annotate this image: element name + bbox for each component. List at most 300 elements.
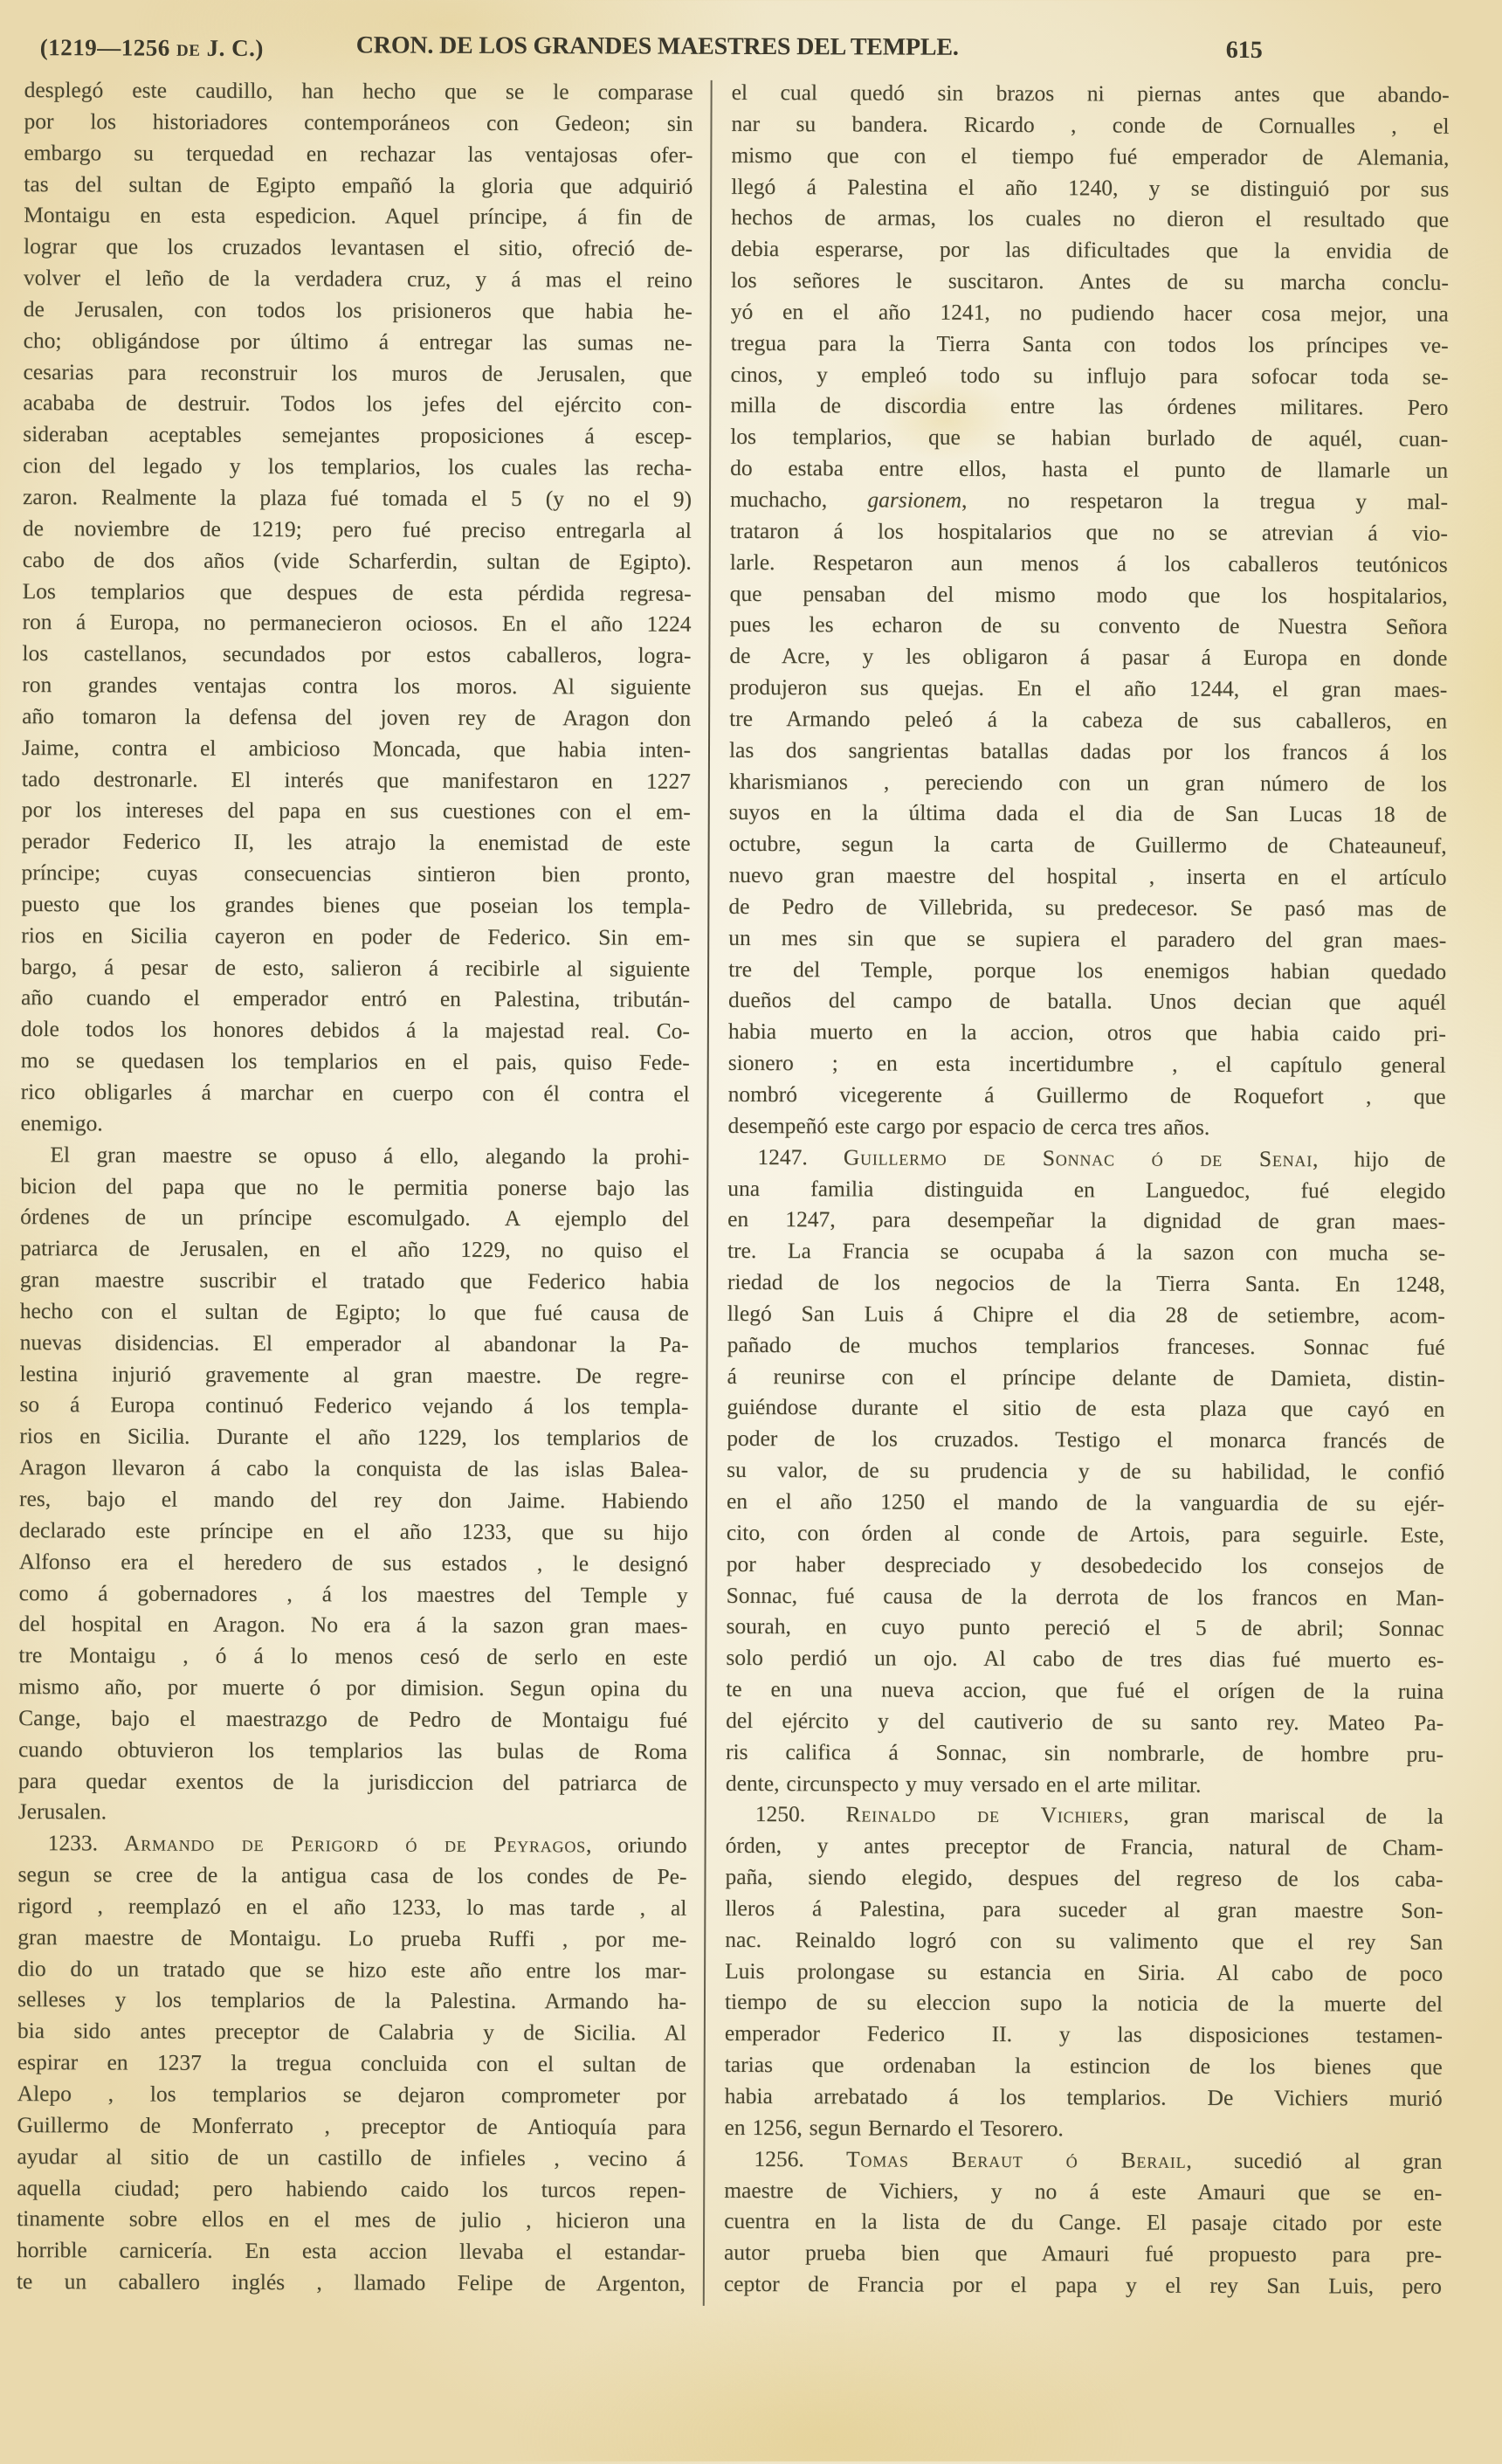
text-segment: Sonnac, fué causa de la derrota de los francos en Man-	[726, 1582, 1444, 1611]
text-line	[24, 169, 692, 203]
text-line	[20, 1170, 689, 1204]
text-segment: año cuando el emperador entró en Palestina, tribután-	[20, 984, 691, 1013]
text-line	[727, 1486, 1444, 1520]
text-line	[17, 2234, 686, 2268]
text-segment: cabo de dos años (vide Scharferdin, sultan de Egipto).	[22, 546, 692, 575]
text-segment: , no respetaron la tregua y mal-	[961, 487, 1449, 514]
text-segment: rico obligarles á marchar en cuerpo con él contra el	[20, 1079, 690, 1107]
text-line	[726, 1642, 1443, 1676]
text-line	[20, 1295, 689, 1329]
running-head	[0, 31, 1502, 78]
text-segment: nuevo gran maestre del hospital , inserta en el artículo	[728, 862, 1447, 890]
text-segment: milla de discordia entre las órdenes militares. Pero	[730, 392, 1449, 421]
text-line	[725, 1986, 1443, 2020]
text-segment: maestre de Vichiers, y no á este Amauri que se en-	[724, 2177, 1443, 2205]
text-line	[730, 515, 1448, 549]
text-segment: nac. Reinaldo logró con su valimento que el rey San	[725, 1926, 1443, 1955]
text-segment: un mes sin que se supiera el paradero del gran maes-	[728, 924, 1447, 953]
text-line	[20, 1264, 689, 1298]
text-segment: nuevas disidencias. El emperador al abandonar la Pa-	[19, 1329, 689, 1357]
text-line	[727, 1110, 1445, 1144]
text-line	[732, 77, 1450, 111]
text-segment: selleses y los templarios de la Palestina. Armando ha-	[17, 1986, 687, 2015]
text-segment: cho; obligándose por último á entregar las sumas ne-	[23, 327, 692, 355]
text-segment: pues les echaron de su convento de Nuestra Señora	[729, 611, 1448, 640]
text-segment: nombró vicegerente á Guillermo de Roquefort , que	[727, 1080, 1446, 1109]
text-line	[726, 1767, 1443, 1801]
text-segment: habia muerto en la accion, otros que habia caido pri-	[727, 1018, 1446, 1047]
text-line	[21, 857, 690, 891]
text-line	[19, 1546, 688, 1580]
paragraph	[726, 1142, 1446, 1802]
text-segment: tre Montaigu , ó á lo menos cesó de serlo en este	[18, 1642, 688, 1670]
text-segment: llegó á Palestina el año 1240, y se distinguió por sus	[731, 173, 1450, 202]
text-line	[24, 262, 692, 296]
text-segment: año tomaron la defensa del joven rey de Aragon don	[22, 702, 692, 731]
text-line	[23, 513, 692, 547]
text-line	[728, 1079, 1446, 1113]
text-segment: rios en Sicilia. Durante el año 1229, los templarios de	[19, 1423, 689, 1452]
text-segment: muchacho,	[729, 486, 868, 513]
text-segment: suyos en la última dada el dia de San Lucas 18 de	[728, 799, 1447, 828]
text-line	[730, 484, 1448, 518]
text-line	[727, 1549, 1444, 1583]
text-segment: El gran maestre se opuso á ello, alegando la prohi-	[50, 1141, 690, 1170]
text-line	[728, 1016, 1446, 1050]
text-line	[730, 390, 1448, 424]
text-segment: órden, y antes preceptor de Francia, natural de Cham-	[725, 1832, 1443, 1861]
text-line	[20, 1108, 689, 1142]
text-segment: gran maestre de Montaigu. Lo prueba Ruffi , por me-	[17, 1923, 687, 1952]
text-line	[727, 1423, 1444, 1457]
text-segment: su valor, de su prudencia y de su habilidad, le confió	[727, 1457, 1445, 1485]
text-line	[725, 2049, 1443, 2083]
text-segment: Alfonso era el heredero de sus estados , le designó	[18, 1548, 688, 1577]
text-segment: cinos, y empleó todo su influjo para sofocar toda se-	[730, 361, 1449, 390]
text-line	[727, 1579, 1444, 1613]
text-segment: las dos sangrientas batallas dadas por los francos á los	[728, 736, 1448, 765]
text-segment: horrible carnicería. En esta accion llevaba el estandar-	[16, 2237, 686, 2265]
text-segment: mismo año, por muerte ó por dimision. Segun opina du	[18, 1674, 688, 1701]
text-line	[19, 1577, 688, 1612]
text-line	[22, 606, 691, 640]
text-line	[17, 2109, 686, 2143]
text-segment: los señores le suscitaron. Antes de su marcha conclu-	[730, 266, 1449, 295]
text-segment: que pensaban del mismo modo que los hospitalarios,	[729, 580, 1448, 609]
text-segment: , oriundo	[585, 1832, 687, 1859]
text-line	[21, 1076, 690, 1110]
text-line	[725, 1861, 1443, 1895]
text-segment: lestina injurió gravemente al gran maestre. De regre-	[19, 1360, 689, 1389]
text-line	[20, 1139, 689, 1173]
text-segment: tas del sultan de Egipto empañó la gloria que adquirió	[24, 170, 693, 199]
text-segment: 1250.	[754, 1801, 846, 1827]
text-line	[727, 1329, 1445, 1363]
text-segment: del hospital en Aragon. No era á la sazon gran maes-	[18, 1611, 688, 1639]
text-line	[731, 170, 1449, 204]
paragraph	[724, 1798, 1443, 2145]
text-segment: del ejército y del cautiverio de su santo rey. Mateo Pa-	[726, 1707, 1444, 1736]
text-line	[731, 328, 1449, 362]
text-line	[724, 2174, 1442, 2208]
text-segment: hecho con el sultan de Egipto; lo que fué causa de	[19, 1297, 689, 1326]
text-segment: rigord , reemplazó en el año 1233, lo mas tarde , al	[17, 1893, 687, 1921]
text-line	[731, 108, 1449, 142]
text-segment: Alepo , los templarios se dejaron comprometer por	[17, 2081, 686, 2109]
text-line	[729, 735, 1447, 769]
text-line	[731, 202, 1449, 236]
text-line	[731, 233, 1449, 267]
text-line	[731, 296, 1449, 330]
text-segment: ceptor de Francia por el papa y el rey San Luis, pero	[723, 2270, 1442, 2299]
text-line	[21, 1013, 690, 1047]
text-segment: bargo, á pesar de esto, salieron á recibirle al siguiente	[21, 953, 691, 982]
text-line	[729, 765, 1447, 799]
text-segment: yó en el año 1241, no pudiendo hacer cosa mejor, una	[730, 298, 1449, 327]
text-line	[23, 388, 692, 422]
text-line	[724, 2237, 1442, 2271]
text-line	[729, 640, 1447, 674]
grand-master-name: Armando de Perigord ó de Peyragos	[123, 1830, 587, 1858]
text-segment: solo perdió un ojo. Al cabo de tres dias fué muerto es-	[726, 1645, 1444, 1673]
text-segment: espirar en 1237 la tregua concluida con el sultan de	[17, 2049, 686, 2077]
text-segment: puesto que los grandes bienes que poseian los templa-	[21, 891, 691, 919]
text-segment: trataron á los hospitalarios que no se atrevian á vio-	[729, 517, 1448, 546]
text-line	[728, 1047, 1446, 1081]
text-line	[728, 859, 1446, 894]
text-line	[724, 2112, 1442, 2146]
text-line	[727, 1267, 1445, 1301]
text-segment: de noviembre de 1219; pero fué preciso entregarla al	[22, 514, 692, 543]
text-segment: octubre, segun la carta de Guillermo de Chateauneuf,	[728, 831, 1447, 859]
paragraph	[20, 74, 692, 1141]
text-segment: como á gobernadores , á los maestres del Temple y	[18, 1579, 688, 1608]
column-divider-rule	[703, 80, 713, 2306]
text-line	[728, 922, 1446, 956]
paragraph	[724, 2143, 1443, 2302]
text-segment: acababa de destruir. Todos los jefes del ejército con-	[23, 390, 692, 418]
text-segment: cesarias para reconstruir los muros de Jerusalen, que	[23, 358, 692, 387]
text-line	[725, 2018, 1443, 2052]
text-line	[18, 1796, 687, 1830]
text-segment: gran maestre suscribir el tratado que Federico habia	[19, 1267, 689, 1294]
text-segment: , sucedió al gran	[1186, 2147, 1443, 2174]
paragraph	[17, 1827, 687, 2299]
text-line	[727, 1391, 1444, 1425]
text-line	[20, 1327, 689, 1361]
text-line	[21, 920, 690, 954]
text-line	[726, 1736, 1443, 1770]
text-line	[730, 421, 1448, 455]
text-line	[729, 828, 1447, 862]
text-line	[19, 1390, 688, 1424]
text-line	[17, 2266, 686, 2300]
text-segment: guiéndose durante el sitio de esta plaza que cayó en	[727, 1394, 1445, 1423]
text-line	[726, 1674, 1443, 1708]
text-segment: mismo que con el tiempo fué emperador de Alemania,	[731, 141, 1450, 170]
text-segment: cuando obtuvieron los templarios las bulas de Roma	[17, 1736, 688, 1764]
text-line	[23, 576, 692, 610]
text-line	[17, 1953, 686, 1987]
text-line	[17, 2172, 686, 2206]
text-column-right	[724, 77, 1450, 2302]
text-segment: Montaigu en esta espedicion. Aquel príncipe, á fin de	[24, 202, 693, 231]
text-line	[21, 888, 690, 922]
text-line	[726, 1611, 1443, 1645]
text-line	[22, 669, 691, 703]
text-line	[17, 2078, 686, 2112]
text-line	[727, 1454, 1444, 1488]
text-line	[17, 2203, 686, 2237]
text-segment: , hijo de	[1313, 1145, 1446, 1172]
text-segment: una familia distinguida en Languedoc, fué elegido	[727, 1175, 1446, 1204]
text-segment: dueños del campo de batalla. Unos decian que aquél	[727, 987, 1447, 1016]
text-line	[24, 325, 692, 359]
text-line	[21, 983, 690, 1017]
text-line	[727, 1235, 1445, 1269]
text-segment: por los historiadores contemporáneos con Gedeon; sin	[24, 107, 693, 136]
grand-master-name: Tomas Beraut ó Berail	[846, 2146, 1187, 2173]
text-segment: lograr que los cruzados levantasen el sitio, ofreció de-	[23, 233, 693, 261]
text-segment: tre del Temple, porque los enemigos habian quedado	[728, 956, 1447, 984]
text-segment: mo se quedasen los templarios en el pais, quiso Fede-	[20, 1047, 690, 1075]
text-segment: res, bajo el mando del rey don Jaime. Habiendo	[18, 1486, 689, 1514]
text-line	[731, 265, 1449, 299]
text-segment: tre Armando peleó á la cabeza de sus caballeros, en	[729, 705, 1448, 734]
text-segment: enemigo.	[20, 1109, 103, 1136]
text-segment: 1256.	[754, 2145, 847, 2172]
text-line	[18, 1765, 687, 1799]
text-segment: kharismianos , pereciendo con un gran número de los	[728, 768, 1447, 797]
text-segment: Jaime, contra el ambicioso Moncada, que habia inten-	[21, 734, 692, 763]
text-line	[22, 763, 691, 797]
text-segment: habia arrebatado á los templarios. De Vichiers murió	[724, 2082, 1443, 2111]
text-segment: patriarca de Jerusalen, en el año 1229, no quiso el	[19, 1235, 690, 1263]
text-line	[727, 1298, 1445, 1332]
text-segment: cuentra en la lista de du Cange. El pasaje citado por este	[724, 2208, 1443, 2237]
text-segment: bicion del papa que no le permitia ponerse bajo las	[20, 1172, 690, 1201]
text-line	[17, 2141, 686, 2175]
text-segment: te un caballero inglés , llamado Felipe de Argenton,	[16, 2268, 686, 2296]
text-segment: produjeron sus quejas. En el año 1244, el gran maes-	[729, 673, 1448, 702]
text-line	[17, 1890, 686, 1924]
text-line	[17, 1922, 686, 1956]
grand-master-name: Guillermo de Sonnac ó de Senai	[843, 1144, 1313, 1171]
text-line	[728, 984, 1446, 1018]
text-line	[17, 1984, 686, 2019]
text-line	[24, 74, 693, 108]
text-segment: emperador Federico II. y las disposiciones testamen-	[724, 2020, 1443, 2049]
text-line	[730, 452, 1448, 487]
text-segment: para quedar exentos de la jurisdiccion del patriarca de	[17, 1767, 687, 1796]
text-segment: llegó San Luis á Chipre el dia 28 de setiembre, acom-	[727, 1300, 1445, 1329]
text-segment: segun se cree de la antigua casa de los condes de Pe-	[17, 1861, 687, 1889]
text-line	[727, 1517, 1444, 1551]
text-segment: sionero ; en esta incertidumbre , el capítulo general	[727, 1050, 1446, 1078]
text-line	[729, 703, 1447, 737]
text-segment: tiempo de su eleccion supo la noticia de la muerte del	[724, 1989, 1443, 2018]
text-segment: ron grandes ventajas contra los moros. Al siguiente	[22, 672, 692, 700]
text-line	[21, 1045, 690, 1079]
text-segment: dole todos los honores debidos á la majestad real. Co-	[20, 1016, 690, 1045]
text-line	[17, 2046, 686, 2081]
text-segment: debia esperarse, por las dificultades que la envidia de	[730, 236, 1450, 265]
text-line	[19, 1515, 688, 1549]
text-segment: declarado este príncipe en el año 1233, que su hijo	[18, 1516, 688, 1545]
text-line	[728, 891, 1446, 925]
text-line	[730, 359, 1448, 393]
text-line	[724, 2268, 1442, 2302]
text-line	[17, 1859, 686, 1893]
text-segment: embargo su terquedad en rechazar las ventajosas ofer-	[24, 139, 693, 168]
text-line	[22, 701, 691, 735]
text-line	[17, 2015, 686, 2049]
page-number: 615	[1225, 36, 1263, 65]
text-line	[22, 638, 691, 672]
text-line	[730, 547, 1448, 581]
text-segment: pañado de muchos templarios franceses. Sonnac fué	[727, 1331, 1445, 1360]
text-line	[725, 1924, 1443, 1958]
text-line	[18, 1639, 687, 1674]
text-segment: ris califica á Sonnac, sin nombrarle, de hombre pru-	[725, 1738, 1444, 1767]
text-segment: so á Europa continuó Federico vejando á los templa-	[19, 1391, 689, 1420]
text-segment: lleros á Palestina, para suceder al gran maestre Son-	[725, 1895, 1443, 1923]
text-segment: los templarios, que se habian burlado de aquél, cuan-	[730, 424, 1449, 452]
text-line	[20, 1232, 689, 1267]
text-line	[24, 199, 692, 233]
text-column-left	[17, 74, 693, 2300]
text-segment: príncipe; cuyas consecuencias sintieron bien pronto,	[21, 859, 691, 887]
text-segment: tado destronarle. El interés que manifestaron en 1227	[21, 765, 691, 794]
text-segment: poder de los cruzados. Testigo el monarca francés de	[727, 1425, 1445, 1454]
text-segment: por haber despreciado y desobedecido los consejos de	[726, 1550, 1444, 1579]
text-segment: sideraban aceptables semejantes proposiciones á escep-	[23, 421, 692, 450]
grand-master-name: Reinaldo de Vichiers	[845, 1801, 1124, 1828]
text-segment: do estaba entre ellos, hasta el punto de llamarle un	[730, 455, 1449, 483]
text-line	[730, 577, 1448, 611]
text-segment: , gran mariscal de la	[1123, 1802, 1443, 1830]
text-line	[726, 1830, 1443, 1864]
text-segment: en 1247, para desempeñar la dignidad de gran maes-	[727, 1206, 1446, 1235]
text-segment: zaron. Realmente la plaza fué tomada el 5 (y no el 9)	[22, 484, 692, 512]
text-segment: cito, con órden al conde de Artois, para seguirle. Este,	[726, 1519, 1444, 1548]
text-segment: ron á Europa, no permanecieron ociosos. En el año 1224	[22, 609, 692, 638]
text-segment: Jerusalen.	[17, 1798, 107, 1825]
text-segment: volver el leño de la verdadera cruz, y á mas el reino	[23, 265, 692, 293]
text-segment: Los templarios que despues de esta pérdida regresa-	[22, 577, 692, 606]
paragraph	[18, 1139, 690, 1830]
text-line	[729, 672, 1447, 706]
text-segment: hechos de armas, los cuales no dieron el resultado que	[731, 204, 1450, 233]
text-line	[18, 1734, 687, 1768]
text-line	[23, 544, 692, 578]
text-line	[726, 1798, 1443, 1832]
text-segment: Luis prolongase su estancia en Siria. Al cabo de poco	[725, 1957, 1443, 1986]
text-segment: de Pedro de Villebrida, su predecesor. Se pasó mas de	[728, 893, 1447, 921]
text-segment: ayudar al sitio de un castillo de infieles , vecino á	[17, 2143, 686, 2171]
text-line	[22, 794, 691, 828]
text-segment: sourah, en cuyo punto pereció el 5 de abril; Sonnac	[726, 1613, 1444, 1642]
text-segment: cion del legado y los templarios, los cuales las recha-	[23, 452, 692, 480]
text-segment: dente, circunspecto y muy versado en el arte militar.	[725, 1770, 1202, 1798]
text-line	[20, 1201, 689, 1235]
text-segment: los castellanos, secundados por estos caballeros, logra-	[22, 640, 692, 668]
paragraph	[727, 77, 1449, 1144]
text-segment: desplegó este caudillo, han hecho que se le comparase	[24, 77, 693, 105]
text-line	[725, 1956, 1443, 1990]
text-line	[729, 609, 1447, 643]
text-line	[23, 450, 692, 484]
text-segment: desempeñó este cargo por espacio de cerca tres años.	[727, 1112, 1210, 1140]
text-line	[725, 2081, 1443, 2115]
text-line	[724, 2205, 1442, 2240]
text-line	[19, 1420, 688, 1454]
text-line	[729, 797, 1447, 831]
text-segment: perador Federico II, les atrajo la enemistad de este	[21, 828, 691, 857]
text-segment: nar su bandera. Ricardo , conde de Cornualles , el	[731, 110, 1450, 139]
text-line	[23, 481, 692, 515]
text-line	[22, 732, 691, 766]
text-segment: por los intereses del papa en sus cuestiones con el em-	[21, 797, 691, 825]
text-segment: en 1256, segun Bernardo el Tesorero.	[724, 2114, 1064, 2142]
text-segment: riedad de los negocios de la Tierra Santa. En 1248,	[727, 1268, 1445, 1297]
text-line	[22, 825, 691, 859]
text-segment: dio do un tratado que se hizo este año entre los mar-	[17, 1955, 687, 1984]
text-line	[727, 1361, 1444, 1395]
text-line	[18, 1608, 687, 1642]
text-line	[724, 2143, 1442, 2178]
text-line	[727, 1204, 1445, 1238]
header-date-range: (1219—1256 de J. C.)	[39, 34, 264, 62]
text-segment: bia sido antes preceptor de Calabria y de Sicilia. Al	[17, 2018, 686, 2046]
text-segment: órdenes de un príncipe escomulgado. A ejemplo del	[20, 1204, 690, 1232]
text-line	[19, 1358, 688, 1392]
text-line	[728, 954, 1446, 988]
text-line	[727, 1142, 1445, 1176]
text-line	[18, 1827, 687, 1861]
text-line	[19, 1483, 688, 1517]
text-segment: tarias que ordenaban la estincion de los bienes que	[724, 2052, 1443, 2080]
text-line	[727, 1172, 1445, 1206]
text-line	[18, 1702, 687, 1736]
text-segment: tinamente sobre ellos en el mes de julio , hicieron una	[17, 2205, 686, 2234]
column-gap	[686, 77, 732, 2300]
text-columns	[17, 74, 1450, 2302]
text-segment: larle. Respetaron aun menos á los caballeros teutónicos	[729, 549, 1448, 577]
text-segment: Cange, bajo el maestrazgo de Pedro de Montaigu fué	[18, 1704, 688, 1733]
text-segment: de Jerusalen, con todos los prisioneros que habia he-	[23, 295, 692, 324]
text-segment: tre. La Francia se ocupaba á la sazon con mucha se-	[727, 1238, 1446, 1267]
latin-term: garsionem	[867, 487, 962, 513]
text-line	[24, 231, 692, 265]
text-line	[726, 1705, 1443, 1739]
text-segment: Guillermo de Monferrato , preceptor de Antioquía para	[17, 2111, 686, 2140]
text-line	[24, 137, 692, 171]
text-line	[725, 1893, 1443, 1927]
text-line	[23, 356, 692, 390]
text-segment: paña, siendo elegido, despues del regreso de los caba-	[725, 1864, 1443, 1892]
text-line	[24, 106, 692, 140]
text-segment: aquella ciudad; pero habiendo caido los turcos repen-	[17, 2174, 686, 2203]
text-segment: Aragon llevaron á cabo la conquista de las islas Balea-	[19, 1454, 689, 1482]
text-segment: te en una nueva accion, que fué el orígen de la ruina	[726, 1675, 1444, 1704]
text-segment: tregua para la Tierra Santa con todos los príncipes ve-	[730, 329, 1449, 358]
text-segment: el cual quedó sin brazos ni piernas antes que abando-	[731, 79, 1450, 107]
text-segment: á reunirse con el príncipe delante de Damieta, distin-	[727, 1363, 1445, 1391]
page-title: CRON. DE LOS GRANDES MAESTRES DEL TEMPLE.	[355, 31, 959, 61]
text-segment: autor prueba bien que Amauri fué propuesto para pre-	[723, 2240, 1443, 2267]
text-segment: en el año 1250 el mando de la vanguardia de su ejér-	[726, 1487, 1445, 1516]
